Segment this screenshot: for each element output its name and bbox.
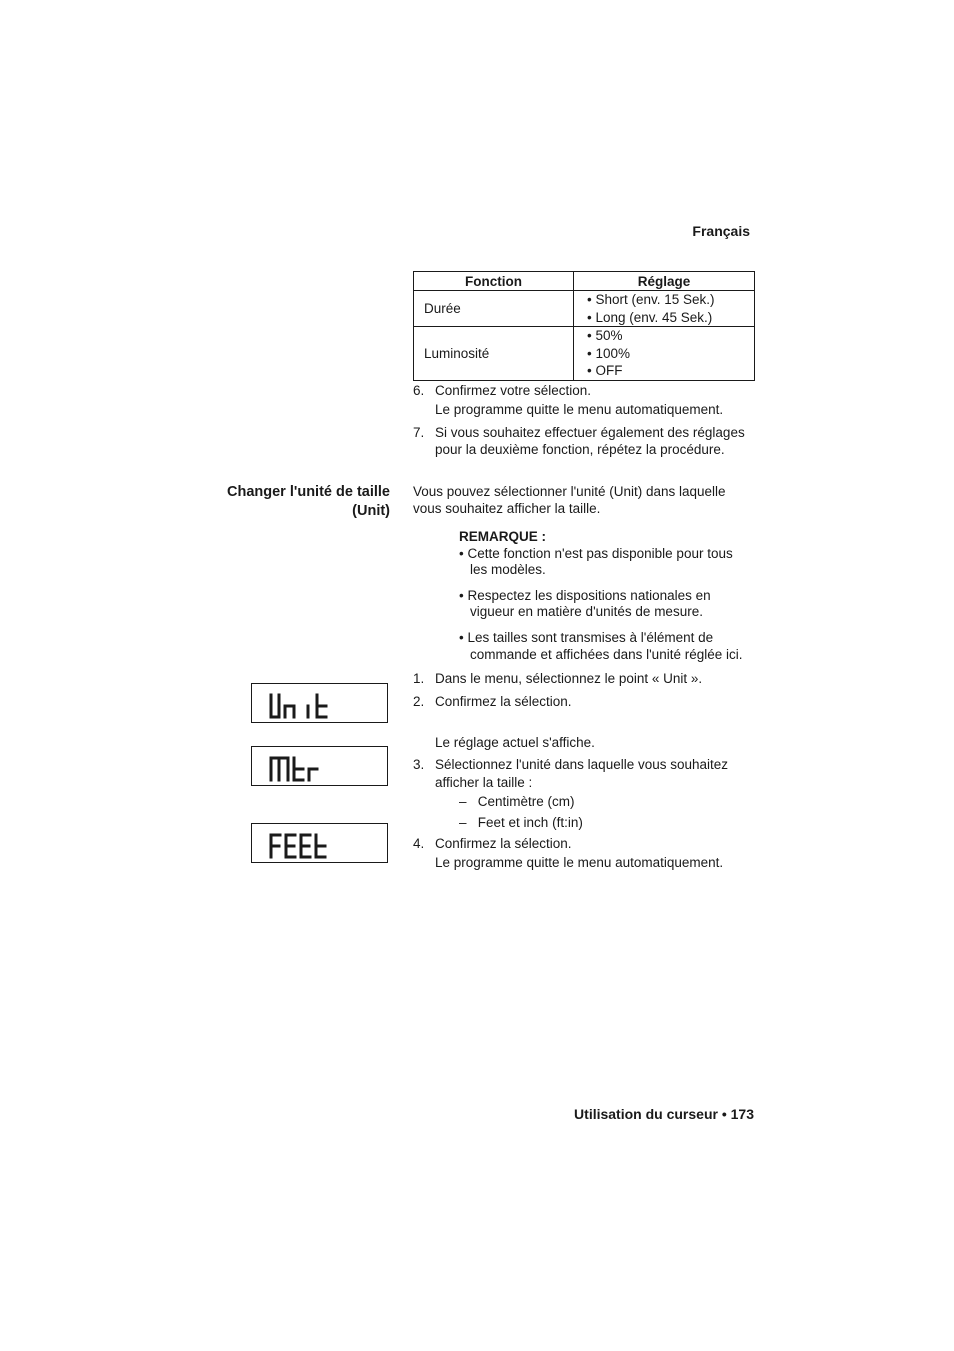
note-item-continued: les modèles. bbox=[470, 562, 546, 577]
table-cell-options bbox=[574, 291, 755, 327]
step-item bbox=[413, 424, 745, 442]
option-item: • Long (env. 45 Sek.) bbox=[587, 309, 713, 325]
section-intro: Vous pouvez sélectionner l'unité (Unit) dans laquelle bbox=[413, 484, 726, 499]
step-number: 2. bbox=[413, 694, 425, 709]
table-row bbox=[414, 327, 755, 381]
table-row bbox=[414, 291, 755, 327]
dash-bullet: – bbox=[459, 815, 467, 830]
note-item: • Cette fonction n'est pas disponible pour tous bbox=[459, 546, 733, 561]
step-text: Confirmez votre sélection. bbox=[435, 383, 592, 398]
table-cell-options bbox=[574, 327, 755, 381]
section-title-line: (Unit) bbox=[352, 503, 390, 519]
option-item: • 50% bbox=[587, 328, 623, 343]
note-item: • Respectez les dispositions nationales en bbox=[459, 588, 711, 603]
step-text: Confirmez la sélection. bbox=[435, 836, 572, 851]
option-list-item bbox=[459, 793, 575, 811]
settings-table bbox=[413, 271, 755, 381]
step-subtext: afficher la taille : bbox=[435, 775, 533, 790]
note-title: REMARQUE : bbox=[459, 529, 546, 544]
table-header-row bbox=[414, 272, 755, 291]
step-text: Dans le menu, sélectionnez le point « Unit ». bbox=[435, 671, 703, 686]
step-item bbox=[413, 693, 572, 711]
lcd-mtr-glyphs bbox=[252, 747, 389, 787]
step-item bbox=[413, 670, 702, 688]
table-header-fonction: Fonction bbox=[414, 272, 574, 291]
note-item: • Les tailles sont transmises à l'élément de bbox=[459, 630, 714, 645]
table-cell-function: Durée bbox=[414, 291, 574, 327]
step-subtext: Le réglage actuel s'affiche. bbox=[435, 735, 595, 750]
step-item bbox=[413, 756, 728, 774]
section-title-line: Changer l'unité de taille bbox=[227, 484, 390, 500]
step-subtext: Le programme quitte le menu automatiquement. bbox=[435, 855, 724, 870]
option-list-item bbox=[459, 814, 583, 832]
step-text: Si vous souhaitez effectuer également des réglages bbox=[435, 425, 745, 440]
lcd-display-feet bbox=[251, 823, 388, 863]
table-header-reglage: Réglage bbox=[574, 272, 755, 291]
option-item: • 100% bbox=[587, 345, 631, 361]
page-footer: Utilisation du curseur • 173 bbox=[574, 1106, 754, 1122]
table-cell-function: Luminosité bbox=[414, 327, 574, 381]
lcd-display-mtr bbox=[251, 746, 388, 786]
lcd-display-unit bbox=[251, 683, 388, 723]
step-text: Confirmez la sélection. bbox=[435, 694, 572, 709]
section-title bbox=[190, 483, 390, 521]
dash-bullet: – bbox=[459, 794, 467, 809]
step-number: 6. bbox=[413, 383, 425, 398]
note-item-continued: commande et affichées dans l'unité réglée ici. bbox=[470, 647, 743, 662]
option-text: Centimètre (cm) bbox=[477, 794, 575, 809]
step-number: 4. bbox=[413, 836, 425, 851]
step-number: 1. bbox=[413, 671, 425, 686]
step-subtext: pour la deuxième fonction, répétez la procédure. bbox=[435, 442, 725, 457]
step-text: Sélectionnez l'unité dans laquelle vous souhaitez bbox=[435, 757, 729, 772]
lcd-feet-glyphs bbox=[252, 824, 389, 864]
step-item bbox=[413, 382, 591, 400]
note-item-continued: vigueur en matière d'unités de mesure. bbox=[470, 604, 703, 619]
step-number: 7. bbox=[413, 425, 425, 440]
option-text: Feet et inch (ft:in) bbox=[477, 815, 583, 830]
option-item: • Short (env. 15 Sek.) bbox=[587, 292, 715, 307]
option-item: • OFF bbox=[587, 363, 623, 378]
language-label: Français bbox=[692, 223, 750, 239]
step-subtext: Le programme quitte le menu automatiquement. bbox=[435, 402, 724, 417]
section-intro: vous souhaitez afficher la taille. bbox=[413, 501, 601, 516]
lcd-unit-glyphs bbox=[252, 684, 389, 724]
step-number: 3. bbox=[413, 757, 425, 772]
step-item bbox=[413, 835, 572, 853]
